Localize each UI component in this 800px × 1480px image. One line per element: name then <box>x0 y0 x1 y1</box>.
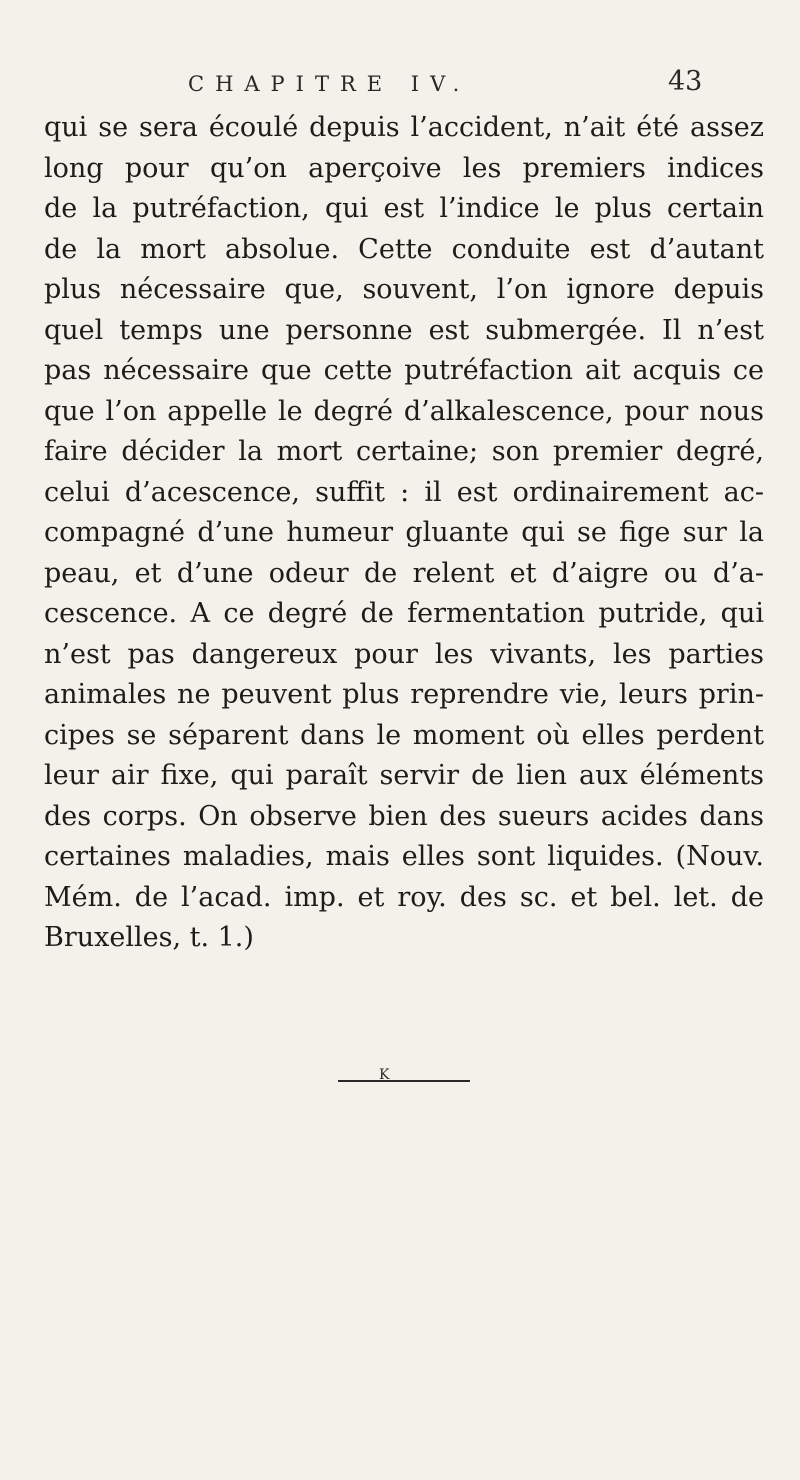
text-line: que l’on appelle le degré d’alkalescence, pour nous <box>44 395 764 427</box>
text-line: pas nécessaire que cette putréfaction ait acquis ce <box>44 355 764 386</box>
text-line: n’est pas dangereux pour les vivants, les parties <box>44 638 764 670</box>
body-paragraph <box>44 108 764 959</box>
ornament-rule <box>338 1068 470 1088</box>
text-line: Mém. de l’acad. imp. et roy. des sc. et bel. let. de <box>44 881 764 913</box>
divider <box>338 1080 470 1082</box>
text-line: de la putréfaction, qui est l’indice le plus certain <box>44 193 764 224</box>
text-line: cipes se séparent dans le moment où elles perdent <box>44 719 764 751</box>
text-line: faire décider la mort certaine; son premier degré, <box>44 436 764 467</box>
text-line: cescence. A ce degré de fermentation putride, qui <box>44 598 764 629</box>
text-line: leur air fixe, qui paraît servir de lien aux éléments <box>44 760 764 791</box>
text-line: de la mort absolue. Cette conduite est d’autant <box>44 233 764 265</box>
text-line: Bruxelles, t. 1.) <box>44 922 254 953</box>
text-line: peau, et d’une odeur de relent et d’aigre ou d’a- <box>44 557 764 589</box>
text-line: compagné d’une humeur gluante qui se fige sur la <box>44 517 764 548</box>
ornament-mark: K <box>379 1067 390 1083</box>
running-head: CHAPITRE IV. <box>188 72 471 96</box>
text-line: qui se sera écoulé depuis l’accident, n’ait été assez <box>44 112 764 143</box>
text-line: animales ne peuvent plus reprendre vie, leurs prin- <box>44 679 764 710</box>
text-line: long pour qu’on aperçoive les premiers indices <box>44 152 764 184</box>
text-line: celui d’acescence, suffit : il est ordinairement ac- <box>44 476 764 508</box>
text-line: plus nécessaire que, souvent, l’on ignore depuis <box>44 274 764 305</box>
page-number: 43 <box>668 66 703 97</box>
text-line: certaines maladies, mais elles sont liquides. (Nouv. <box>44 841 764 872</box>
text-line: des corps. On observe bien des sueurs acides dans <box>44 800 764 832</box>
text-line: quel temps une personne est submergée. Il n’est <box>44 314 764 346</box>
